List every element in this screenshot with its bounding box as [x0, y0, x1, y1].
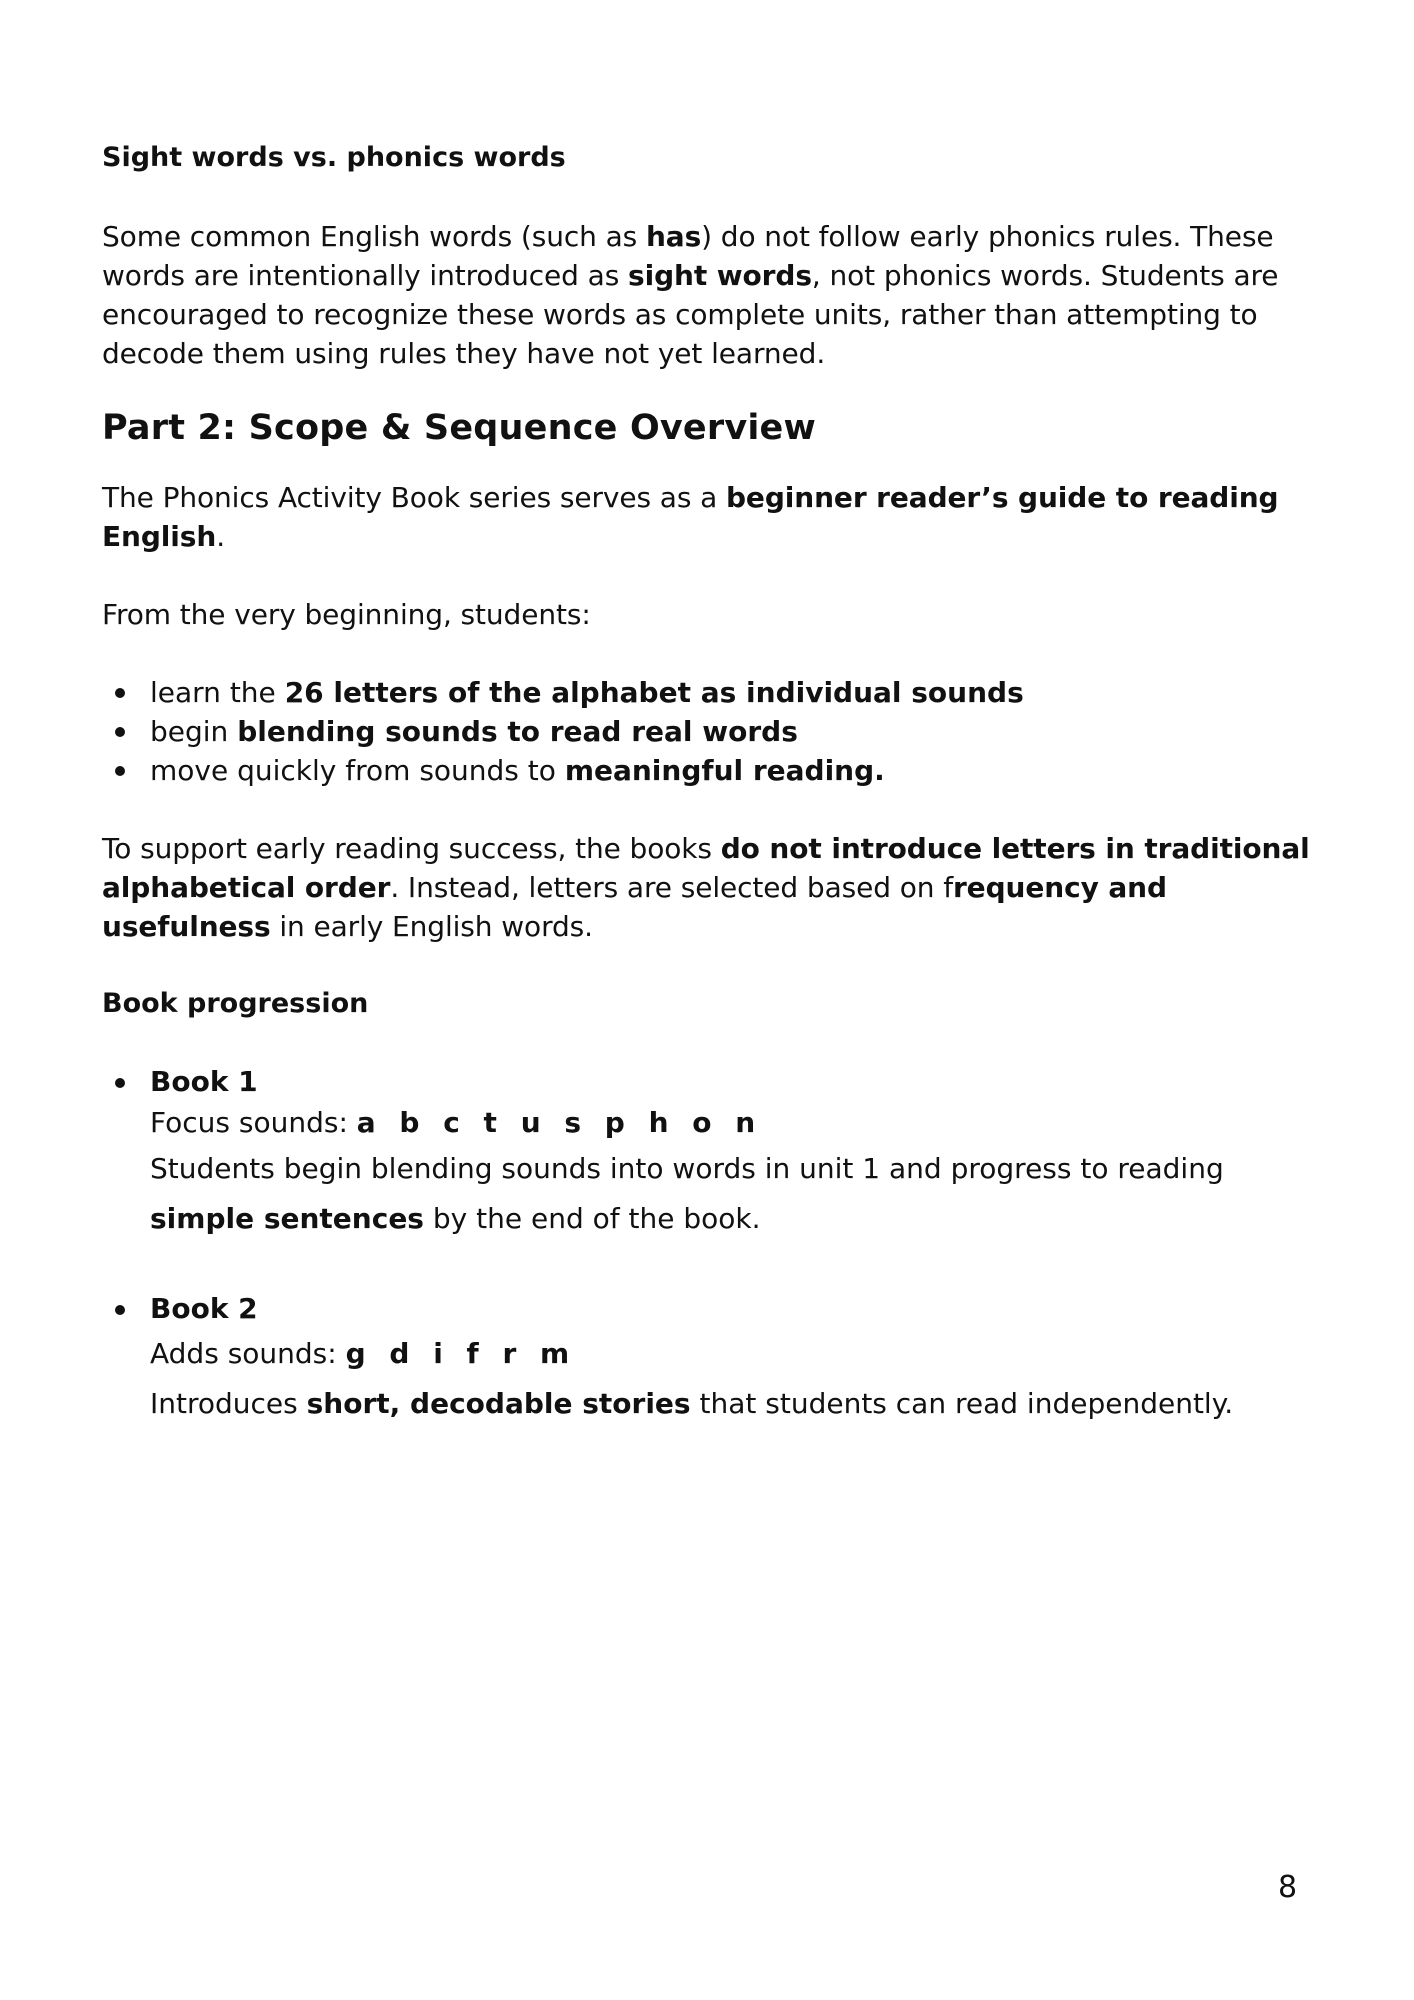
- letter-order-paragraph: To support early reading success, the books do not introduce letters in traditional alphabetical order. Instead, letters are selected based on frequency and usefulness in early English words.: [102, 832, 1310, 943]
- book-2-description: Introduces short, decodable stories that students can read independently.: [150, 1387, 1234, 1420]
- book-progression-heading: Book progression: [102, 988, 369, 1019]
- students-bullet-list: [102, 673, 1322, 790]
- book-1-focus-sounds: Focus sounds: a b c t u s p h o n: [150, 1106, 763, 1139]
- book-1-title: Book 1: [150, 1065, 258, 1098]
- sight-words-heading: Sight words vs. phonics words: [102, 142, 566, 173]
- series-intro-paragraph: The Phonics Activity Book series serves as a beginner reader’s guide to reading English.: [102, 481, 1279, 553]
- book-2-entry: [102, 1289, 1322, 1429]
- page-number: 8: [1278, 1870, 1298, 1905]
- document-page: [102, 138, 1322, 1429]
- book-1-entry: [102, 1062, 1322, 1244]
- section-title-part-2: Part 2: Scope & Sequence Overview: [102, 408, 817, 448]
- list-item: begin blending sounds to read real words: [102, 712, 1322, 751]
- book-2-title: Book 2: [150, 1292, 258, 1325]
- book-1-description: Students begin blending sounds into words in unit 1 and progress to reading simple sentences by the end of the book.: [150, 1152, 1224, 1235]
- students-lead-line: From the very beginning, students:: [102, 598, 591, 631]
- book-2-added-sounds: Adds sounds: g d i f r m: [150, 1337, 577, 1370]
- list-item: learn the 26 letters of the alphabet as individual sounds: [102, 673, 1322, 712]
- sight-words-paragraph: Some common English words (such as has) do not follow early phonics rules. These words are intentionally introduced as sight words, not phonics words. Students are encouraged to recognize these words as complete units, rather than attempting to decode them using rules they have not yet learned.: [102, 220, 1279, 370]
- list-item: move quickly from sounds to meaningful reading.: [102, 751, 1322, 790]
